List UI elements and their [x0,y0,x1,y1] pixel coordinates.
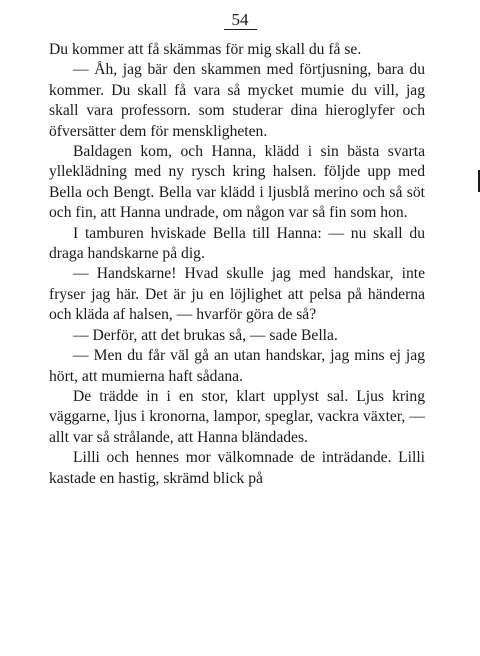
paragraph: I tamburen hviskade Bella till Hanna: — nu skall du draga handskarne på dig. [49,224,425,263]
paragraph: Baldagen kom, och Hanna, klädd i sin bästa svarta yllеklädning med ny rysch kring halsen. följde upp med Bella och Bengt. Bella var klädd i ljusblå merino och så söt och fin, att Hanna undrade, om någon var så fin som hon. [49,143,425,222]
page-number-text: 54 [224,11,257,30]
paragraph: De trädde in i en stor, klart upplyst sal. Ljus kring väggarne, ljus i kronorna, lampor, speglar, vackra växter, — allt var så strålande, att Hanna bländades. [49,387,425,446]
paragraph: — Åh, jag bär den skammen med förtjusning, bara du kommer. Du skall få vara så mycket mumie du vill, jag skall vara professorn. som studerar dina hieroglyfer och öfversätter dem för menskligheten. [49,61,425,140]
body-text [49,40,425,489]
page-number [0,10,480,30]
paragraph: — Handskarne! Hvad skulle jag med handskar, inte fryser jag här. Det är ju en löjlighet att pelsa på händerna och kläda af halsen, — hvarför göra de så? [49,265,425,324]
paragraph-continuation: Du kommer att få skämmas för mig skall du få se. [49,41,362,58]
paragraph: — Derför, att det brukas så, — sade Bella. [73,326,338,344]
paragraph: — Men du får väl gå an utan handskar, jag mins ej jag hört, att mumierna haft sådana. [49,347,425,385]
paragraph: Lilli och hennes mor välkomnade de inträdande. Lilli kastade en hastig, skrämd blick på [49,449,425,487]
